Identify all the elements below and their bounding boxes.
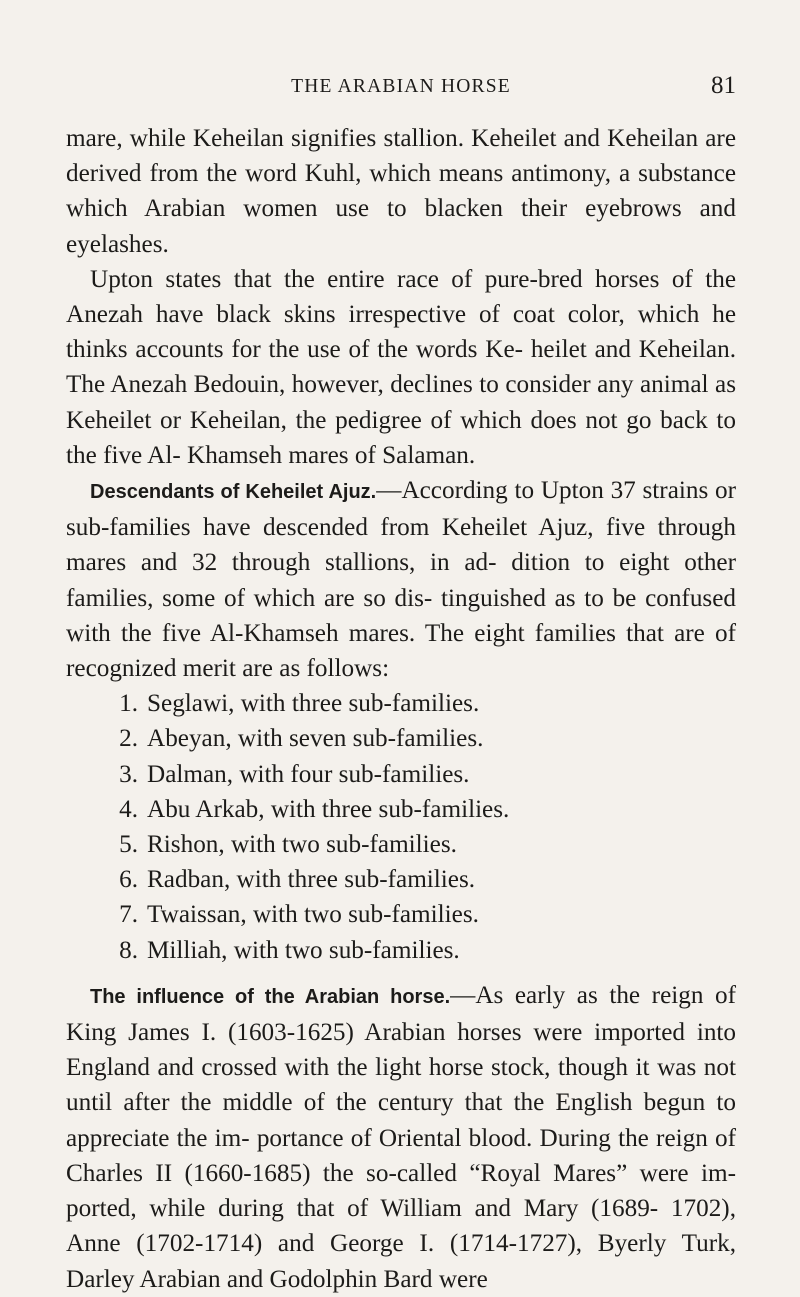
running-head <box>66 72 736 102</box>
list-item-text: Seglawi, with three sub-families. <box>147 690 480 718</box>
list-item <box>112 686 736 721</box>
list-item-text: Rishon, with two sub-families. <box>147 831 457 859</box>
list-item-number: 5. <box>119 831 138 859</box>
list-item-text: Dalman, with four sub-families. <box>147 760 470 788</box>
list-item-text: Radban, with three sub-families. <box>147 866 476 894</box>
paragraph-upton: Upton states that the entire race of pure-bred horses of the Anezah have black skins irrespective of coat color, which he thinks accounts for the use of the words Ke- heilet and Keheilan. The Anezah Bedouin, however, declines to consider any animal as Keheilet or Keheilan, the pedigree of which does not go back to the five Al- Khamseh mares of Salaman. <box>66 265 736 469</box>
page-number: 81 <box>711 72 736 99</box>
list-item <box>112 757 736 792</box>
body-text <box>66 121 736 1297</box>
list-item <box>112 827 736 862</box>
list-item-number: 6. <box>119 866 138 894</box>
paragraph-influence-text: —As early as the reign of King James I. (1603-1625) Arabian horses were imported into England and crossed with the light horse stock, though it was not until after the middle of the century that the English begun to appreciate the im- portance of Oriental blood. During the reign of Charles II (1660-1685) the so-called “Royal Mares” were im- ported, while during that of William and Mary (1689- 1702), Anne (1702-1714) and George I. (1714-1727), Byerly Turk, Darley Arabian and Godolphin Bard were <box>66 981 736 1293</box>
list-item-text: Milliah, with two sub-families. <box>147 936 460 964</box>
list-item-number: 8. <box>119 936 138 964</box>
list-item <box>112 792 736 827</box>
list-item-number: 4. <box>119 795 138 823</box>
list-item <box>112 897 736 932</box>
list-item-text: Twaissan, with two sub-families. <box>147 901 479 929</box>
list-item <box>112 862 736 897</box>
list-spacer <box>66 968 736 978</box>
list-item-text: Abu Arkab, with three sub-families. <box>147 795 510 823</box>
running-title: THE ARABIAN HORSE <box>291 76 511 97</box>
run-in-heading-descendants: Descendants of Keheilet Ajuz. <box>90 481 377 504</box>
list-item <box>112 721 736 756</box>
list-item-number: 1. <box>119 690 138 718</box>
list-item-text: Abeyan, with seven sub-families. <box>147 725 484 753</box>
list-item-number: 7. <box>119 901 138 929</box>
paragraph-descendants-text: —According to Upton 37 strains or sub-families have descended from Keheilet Ajuz, five through mares and 32 through stallions, in ad- dition to eight other families, some of which are so dis- tinguished as to be confused with the five Al-Khamseh mares. The eight families that are of recognized merit are as follows: <box>66 477 736 683</box>
list-item-number: 3. <box>119 760 138 788</box>
paragraph-continuation: mare, while Keheilan signifies stallion. Keheilet and Keheilan are derived from the word Kuhl, which means antimony, a substance which Arabian women use to blacken their eyebrows and eyelashes. <box>66 125 736 258</box>
paragraph-descendants <box>66 473 736 686</box>
list-item <box>112 933 736 968</box>
paragraph-influence <box>66 978 736 1297</box>
family-list <box>66 686 736 968</box>
list-item-number: 2. <box>119 725 138 753</box>
run-in-heading-influence: The influence of the Arabian horse. <box>90 985 451 1008</box>
